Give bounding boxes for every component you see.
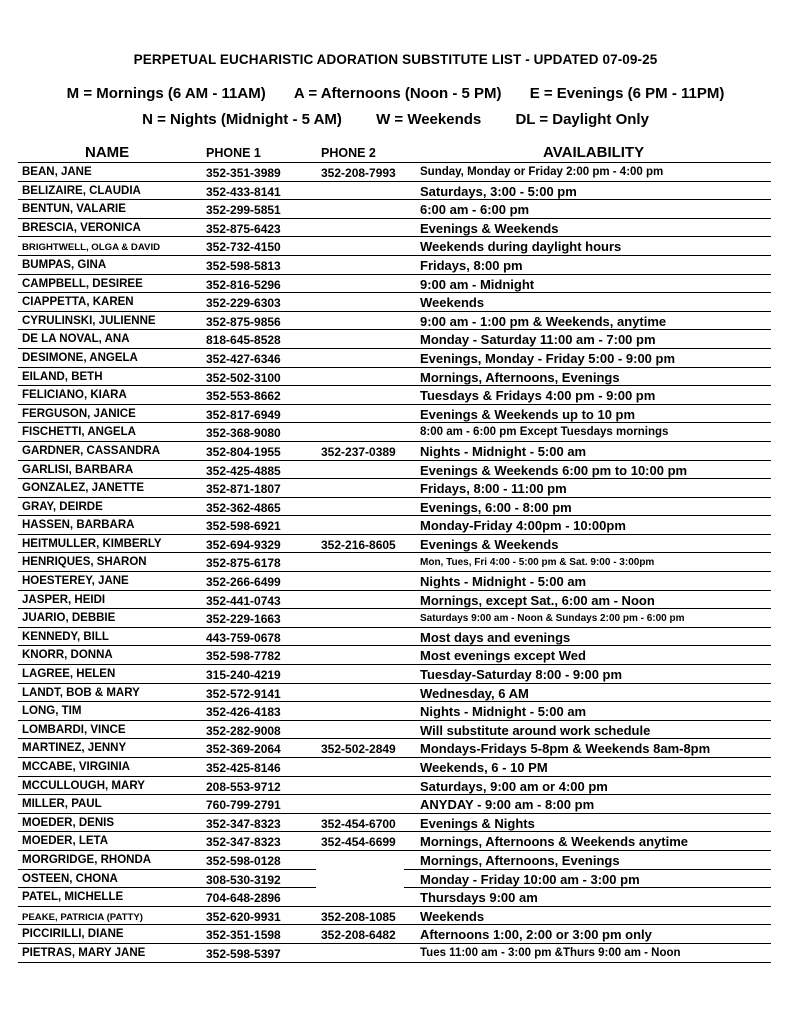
row-phone-1: 352-553-8662 (206, 389, 281, 404)
row-availability: Fridays, 8:00 - 11:00 pm (420, 481, 567, 497)
row-phone-1: 352-368-9080 (206, 426, 281, 441)
legend-line-2 (0, 111, 791, 128)
header-name: NAME (85, 144, 130, 161)
substitute-table (0, 163, 791, 963)
table-row (0, 832, 791, 851)
row-availability: Mornings, Afternoons, Evenings (420, 369, 620, 385)
row-phone-2: 352-208-1085 (321, 909, 396, 924)
row-availability: Wednesday, 6 AM (420, 685, 529, 701)
row-availability: Nights - Midnight - 5:00 am (420, 443, 587, 459)
row-name: MCCABE, VIRGINIA (22, 761, 130, 773)
row-availability: Saturdays, 3:00 - 5:00 pm (420, 183, 577, 199)
table-row (0, 739, 791, 758)
row-name: CAMPBELL, DESIREE (22, 277, 143, 290)
table-row (0, 814, 791, 833)
row-availability: 9:00 am - Midnight (420, 276, 535, 292)
legend-afternoons: A = Afternoons (Noon - 5 PM) (293, 85, 502, 102)
legend-weekends: W = Weekends (376, 111, 482, 128)
header-availability: AVAILABILITY (543, 144, 645, 161)
row-availability: Weekends, 6 - 10 PM (420, 760, 548, 775)
row-name: DE LA NOVAL, ANA (22, 333, 130, 346)
table-row (0, 795, 791, 814)
row-phone-1: 704-648-2896 (206, 891, 281, 906)
row-name: BUMPAS, GINA (22, 258, 107, 271)
row-name: BELIZAIRE, CLAUDIA (22, 184, 141, 197)
row-phone-2: 352-216-8605 (321, 537, 396, 552)
table-row (0, 609, 791, 628)
row-phone-1: 352-598-6921 (206, 519, 281, 534)
row-phone-1: 352-875-9856 (206, 314, 281, 329)
row-phone-1: 352-598-5397 (206, 946, 281, 961)
row-phone-1: 352-282-9008 (206, 723, 281, 738)
row-name: GRAY, DEIRDE (22, 500, 103, 513)
row-name: CIAPPETTA, KAREN (22, 296, 134, 309)
row-phone-1: 352-229-6303 (206, 296, 281, 311)
row-phone-1: 352-351-1598 (206, 928, 281, 943)
legend-evenings: E = Evenings (6 PM - 11PM) (529, 85, 725, 102)
row-phone-1: 352-598-7782 (206, 649, 281, 664)
row-phone-1: 352-425-8146 (206, 761, 281, 775)
row-phone-1: 315-240-4219 (206, 668, 281, 683)
row-name: MOEDER, LETA (22, 835, 109, 848)
row-availability: Mon, Tues, Fri 4:00 - 5:00 pm & Sat. 9:00 - 3:00pm (420, 557, 655, 569)
row-availability: Monday-Friday 4:00pm - 10:00pm (420, 518, 626, 534)
row-availability: Will substitute around work schedule (420, 722, 651, 738)
row-availability: Afternoons 1:00, 2:00 or 3:00 pm only (420, 927, 652, 943)
table-row (0, 777, 791, 796)
page-title: PERPETUAL EUCHARISTIC ADORATION SUBSTITUTE LIST - UPDATED 07-09-25 (133, 52, 658, 67)
row-name: MILLER, PAUL (22, 798, 102, 811)
row-phone-1: 760-799-2791 (206, 798, 281, 813)
row-name: HOESTEREY, JANE (22, 575, 129, 588)
row-availability: Weekends during daylight hours (420, 239, 622, 255)
row-name: GONZALEZ, JANETTE (22, 482, 145, 495)
table-row (0, 721, 791, 740)
row-phone-1: 352-875-6423 (206, 221, 281, 236)
row-name: FISCHETTI, ANGELA (22, 426, 136, 439)
row-availability: Evenings & Weekends (420, 536, 559, 552)
table-row (0, 349, 791, 368)
row-availability: Saturdays, 9:00 am or 4:00 pm (420, 778, 608, 794)
row-phone-1: 352-433-8141 (206, 184, 281, 199)
row-availability: Tues 11:00 am - 3:00 pm &Thurs 9:00 am - Noon (420, 946, 681, 959)
table-row (0, 870, 791, 889)
row-phone-1: 352-266-6499 (206, 575, 281, 590)
row-phone-1: 352-351-3989 (206, 166, 281, 180)
row-name: GARDNER, CASSANDRA (22, 444, 161, 457)
row-name: JASPER, HEIDI (22, 593, 106, 606)
row-availability: Most days and evenings (420, 629, 571, 645)
table-header (0, 144, 791, 162)
row-phone-1: 352-369-2064 (206, 742, 281, 757)
row-phone-1: 352-299-5851 (206, 203, 281, 218)
row-availability: Mornings, Afternoons & Weekends anytime (420, 834, 688, 850)
row-availability: Mondays-Fridays 5-8pm & Weekends 8am-8pm (420, 741, 711, 757)
row-phone-1: 352-362-4865 (206, 500, 281, 515)
row-phone-1: 352-694-9329 (206, 537, 281, 552)
table-row (0, 702, 791, 721)
row-availability: Evenings, Monday - Friday 5:00 - 9:00 pm (420, 350, 676, 366)
row-name: JUARIO, DEBBIE (22, 612, 116, 625)
legend-nights: N = Nights (Midnight - 5 AM) (142, 111, 342, 128)
row-phone-1: 352-427-6346 (206, 351, 281, 366)
table-row (0, 386, 791, 405)
row-name: DESIMONE, ANGELA (22, 351, 138, 364)
table-row (0, 163, 791, 182)
row-phone-1: 352-598-0128 (206, 853, 281, 868)
row-name: CYRULINSKI, JULIENNE (22, 314, 156, 327)
table-row (0, 646, 791, 665)
row-phone-1: 352-620-9931 (206, 909, 281, 924)
row-name: EILAND, BETH (22, 370, 103, 383)
row-phone-1: 352-598-5813 (206, 258, 281, 273)
table-row (0, 237, 791, 256)
row-name: MOEDER, DENIS (22, 816, 115, 829)
row-availability: Saturdays 9:00 am - Noon & Sundays 2:00 pm - 6:00 pm (420, 613, 685, 625)
legend-daylight: DL = Daylight Only (515, 111, 649, 128)
table-row (0, 591, 791, 610)
row-name: MARTINEZ, JENNY (22, 742, 127, 755)
table-row (0, 182, 791, 201)
row-availability: Sunday, Monday or Friday 2:00 pm - 4:00 pm (420, 166, 664, 178)
row-availability: Tuesdays & Fridays 4:00 pm - 9:00 pm (420, 388, 656, 404)
table-row (0, 758, 791, 777)
table-row (0, 944, 791, 963)
row-phone-1: 352-572-9141 (206, 686, 281, 701)
row-availability: Evenings & Weekends 6:00 pm to 10:00 pm (420, 462, 688, 478)
table-row (0, 330, 791, 349)
row-name: HASSEN, BARBARA (22, 519, 135, 532)
row-availability: Mornings, except Sat., 6:00 am - Noon (420, 592, 655, 608)
table-row (0, 665, 791, 684)
row-availability: Mornings, Afternoons, Evenings (420, 852, 620, 868)
table-row (0, 275, 791, 294)
row-name: BRESCIA, VERONICA (22, 221, 141, 234)
row-phone-1: 308-530-3192 (206, 872, 281, 887)
table-row (0, 498, 791, 517)
row-name: MORGRIDGE, RHONDA (22, 853, 152, 866)
row-availability: Nights - Midnight - 5:00 am (420, 574, 587, 590)
row-availability: Thursdays 9:00 am (420, 890, 538, 906)
table-row (0, 442, 791, 461)
table-row (0, 572, 791, 591)
row-name: BEAN, JANE (22, 166, 92, 178)
table-row (0, 200, 791, 219)
row-phone-2: 352-454-6699 (321, 835, 396, 850)
row-availability: Evenings, 6:00 - 8:00 pm (420, 499, 572, 515)
row-name: PIETRAS, MARY JANE (22, 946, 146, 959)
table-row (0, 553, 791, 572)
row-phone-1: 352-875-6178 (206, 556, 281, 571)
header-phone-1: PHONE 1 (206, 146, 261, 160)
row-availability: ANYDAY - 9:00 am - 8:00 pm (420, 797, 595, 813)
row-phone-1: 352-426-4183 (206, 705, 281, 720)
row-phone-2: 352-502-2849 (321, 742, 396, 757)
table-row (0, 256, 791, 275)
table-row (0, 907, 791, 926)
row-name: LONG, TIM (22, 705, 82, 718)
row-name: GARLISI, BARBARA (22, 463, 134, 476)
row-name: KENNEDY, BILL (22, 630, 109, 643)
row-availability: 6:00 am - 6:00 pm (420, 202, 530, 218)
row-availability: Fridays, 8:00 pm (420, 257, 523, 273)
row-availability: 8:00 am - 6:00 pm Except Tuesdays mornings (420, 426, 669, 439)
row-name: FELICIANO, KIARA (22, 389, 127, 402)
row-phone-1: 352-347-8323 (206, 816, 281, 831)
table-row (0, 535, 791, 554)
row-availability: Weekends (420, 908, 485, 924)
row-name: HENRIQUES, SHARON (22, 556, 147, 569)
row-phone-1: 352-502-3100 (206, 370, 281, 385)
row-phone-1: 352-229-1663 (206, 612, 281, 627)
row-name: LANDT, BOB & MARY (22, 686, 140, 699)
row-availability: Weekends (420, 295, 485, 311)
row-name: PATEL, MICHELLE (22, 891, 124, 904)
row-phone-1: 443-759-0678 (206, 630, 281, 645)
row-name: FERGUSON, JANICE (22, 407, 136, 420)
table-row (0, 479, 791, 498)
row-phone-1: 352-347-8323 (206, 835, 281, 850)
row-phone-2: 352-454-6700 (321, 816, 396, 831)
table-row (0, 851, 791, 870)
table-row (0, 219, 791, 238)
row-name: LOMBARDI, VINCE (22, 723, 126, 736)
row-phone-1: 352-441-0743 (206, 593, 281, 608)
table-row (0, 423, 791, 442)
row-availability: Monday - Friday 10:00 am - 3:00 pm (420, 871, 640, 887)
table-row (0, 405, 791, 424)
table-row (0, 516, 791, 535)
row-availability: Evenings & Weekends up to 10 pm (420, 406, 636, 422)
row-phone-2: 352-208-6482 (321, 928, 396, 943)
table-row (0, 628, 791, 647)
row-name: PICCIRILLI, DIANE (22, 928, 124, 941)
row-phone-1: 352-804-1955 (206, 444, 281, 459)
table-row (0, 368, 791, 387)
row-name: LAGREE, HELEN (22, 668, 116, 681)
row-phone-1: 352-732-4150 (206, 240, 281, 255)
row-phone-1: 818-645-8528 (206, 333, 281, 348)
row-name: PEAKE, PATRICIA (PATTY) (22, 911, 143, 923)
row-name: BENTUN, VALARIE (22, 203, 126, 216)
table-row (0, 461, 791, 480)
row-phone-2: 352-208-7993 (321, 166, 396, 180)
row-availability: Evenings & Nights (420, 815, 535, 831)
row-phone-1: 208-553-9712 (206, 779, 281, 794)
row-availability: Monday - Saturday 11:00 am - 7:00 pm (420, 332, 656, 348)
row-availability: 9:00 am - 1:00 pm & Weekends, anytime (420, 313, 667, 329)
row-phone-1: 352-817-6949 (206, 407, 281, 422)
table-row (0, 293, 791, 312)
header-phone-2: PHONE 2 (321, 146, 376, 160)
row-phone-1: 352-871-1807 (206, 482, 281, 497)
legend-mornings: M = Mornings (6 AM - 11AM) (66, 85, 266, 102)
row-name: HEITMULLER, KIMBERLY (22, 537, 162, 550)
row-name: MCCULLOUGH, MARY (22, 779, 145, 792)
table-row (0, 925, 791, 944)
row-availability: Evenings & Weekends (420, 220, 559, 236)
row-name: KNORR, DONNA (22, 649, 113, 662)
table-row (0, 888, 791, 907)
table-row (0, 312, 791, 331)
row-name: BRIGHTWELL, OLGA & DAVID (22, 242, 161, 254)
row-availability: Tuesday-Saturday 8:00 - 9:00 pm (420, 667, 623, 683)
legend-line-1 (0, 85, 791, 102)
row-name: OSTEEN, CHONA (22, 872, 118, 885)
row-phone-1: 352-425-4885 (206, 463, 281, 478)
row-phone-1: 352-816-5296 (206, 277, 281, 292)
row-phone-2: 352-237-0389 (321, 444, 396, 459)
table-row (0, 684, 791, 703)
row-availability: Most evenings except Wed (420, 648, 586, 664)
row-availability: Nights - Midnight - 5:00 am (420, 704, 587, 720)
